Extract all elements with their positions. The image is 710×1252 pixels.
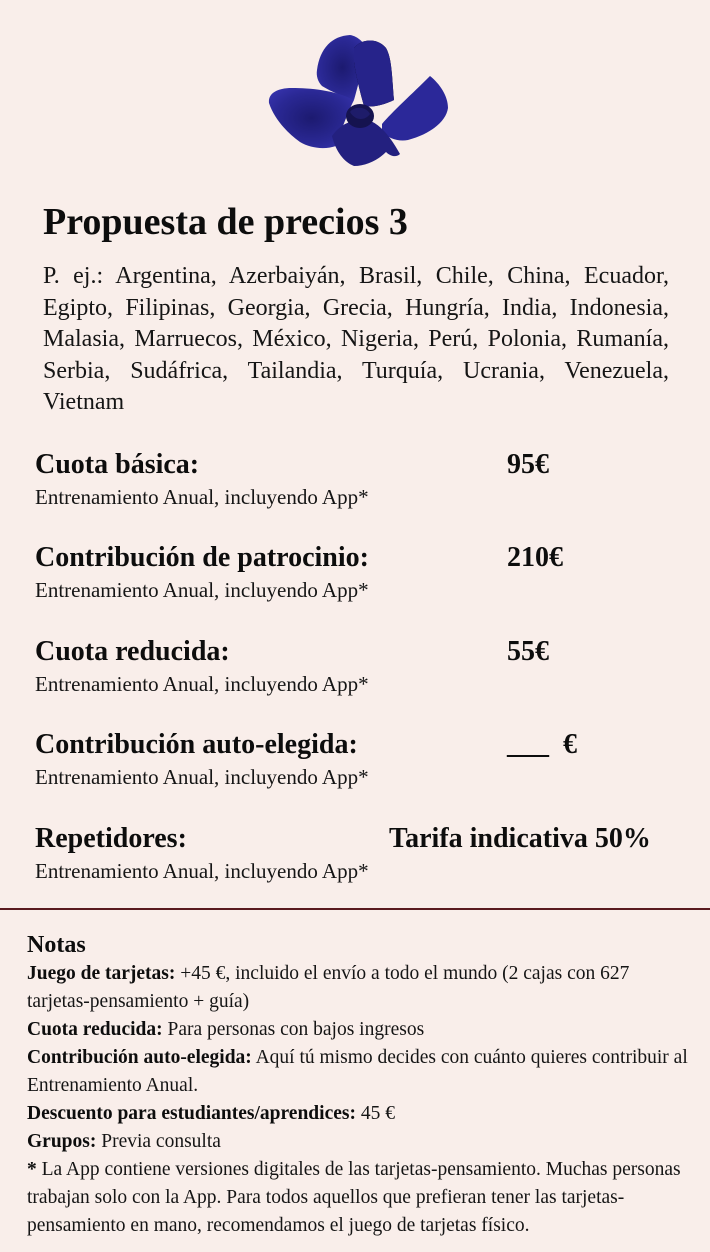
price-description: Entrenamiento Anual, incluyendo App* xyxy=(35,578,369,602)
note-label: * xyxy=(27,1159,37,1180)
blue-flower-icon xyxy=(262,28,452,173)
note-label: Grupos: xyxy=(27,1131,97,1152)
price-name: Repetidores: xyxy=(35,823,187,854)
price-description: Entrenamiento Anual, incluyendo App* xyxy=(35,672,369,696)
note-label: Cuota reducida: xyxy=(27,1019,163,1040)
price-name: Cuota reducida: xyxy=(35,636,230,667)
note-label: Juego de tarjetas: xyxy=(27,963,176,984)
price-name: Cuota básica: xyxy=(35,449,200,480)
price-name: Contribución de patrocinio: xyxy=(35,542,369,573)
note-item xyxy=(27,1044,692,1100)
note-item xyxy=(27,1100,692,1128)
note-text: Aquí tú mismo decides con cuánto quieres contribuir al Entrenamiento Anual. xyxy=(27,1047,688,1096)
price-value: 95€ xyxy=(507,449,549,480)
price-value: 55€ xyxy=(507,636,549,667)
page-title: Propuesta de precios 3 xyxy=(43,201,408,243)
price-description: Entrenamiento Anual, incluyendo App* xyxy=(35,765,369,789)
price-value: Tarifa indicativa 50% xyxy=(389,823,651,854)
notes-title: Notas xyxy=(27,932,86,958)
note-label: Descuento para estudiantes/aprendices: xyxy=(27,1103,356,1124)
price-value: 210€ xyxy=(507,542,563,573)
note-text: La App contiene versiones digitales de las tarjetas-pensamiento. Muchas personas trabajan solo con la App. Para todos aquellos que prefieran tener las tarjetas-pensamiento en mano, recomendamos el juego de tarjetas físico. xyxy=(27,1159,681,1236)
price-description: Entrenamiento Anual, incluyendo App* xyxy=(35,485,369,509)
country-list: P. ej.: Argentina, Azerbaiyán, Brasil, Chile, China, Ecuador, Egipto, Filipinas, Georgia, Grecia, Hungría, India, Indonesia, Malasia, Marruecos, México, Nigeria, Perú, Polonia, Rumanía, Serbia, Sudáfrica, Tailandia, Turquía, Ucrania, Venezuela, Vietnam xyxy=(43,263,669,415)
price-name: Contribución auto-elegida: xyxy=(35,729,358,760)
note-item xyxy=(27,1156,692,1240)
note-item xyxy=(27,1016,692,1044)
note-label: Contribución auto-elegida: xyxy=(27,1047,252,1068)
note-item xyxy=(27,1128,692,1156)
note-text: +45 €, incluido el envío a todo el mundo (2 cajas con 627 tarjetas-pensamiento + guía) xyxy=(27,963,630,1012)
note-text: Previa consulta xyxy=(96,1131,221,1152)
notes-list xyxy=(27,960,692,1240)
note-text: 45 € xyxy=(355,1103,395,1124)
note-text: Para personas con bajos ingresos xyxy=(162,1019,425,1040)
price-value: ___ € xyxy=(507,729,577,760)
section-divider xyxy=(0,908,710,910)
price-description: Entrenamiento Anual, incluyendo App* xyxy=(35,859,369,883)
note-item xyxy=(27,960,692,1016)
